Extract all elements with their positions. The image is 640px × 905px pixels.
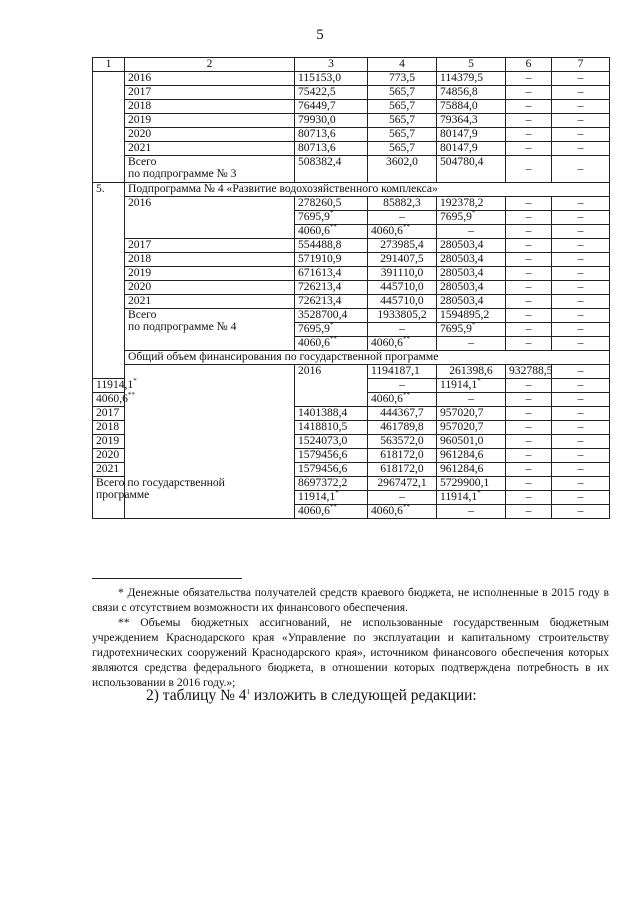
row-label: 2020 [125,128,295,142]
table-row [93,365,610,379]
value-cell [295,505,368,519]
table-row [93,86,610,100]
value-text: 4060,6 [371,336,403,349]
header-cell: 7 [552,58,610,72]
value-cell: 1579456,6 [295,449,368,463]
value-cell: – [506,225,552,239]
value-cell: 957020,7 [437,407,506,421]
value-cell: 280503,4 [437,281,506,295]
row-label [125,309,295,351]
value-cell: – [437,505,506,519]
row-number-cell [93,72,125,183]
value-cell: 960501,0 [437,435,506,449]
value-cell: 75884,0 [437,100,506,114]
footnote-mark: ** [402,391,410,400]
value-cell: 565,7 [368,114,437,128]
value-cell [368,393,437,407]
value-cell: 1933805,2 [368,309,437,323]
value-cell: 961284,6 [437,463,506,477]
value-text: 4060,6 [371,504,403,517]
value-cell: 115153,0 [295,72,368,86]
section-title-row [93,351,610,365]
value-text: 4060,6 [371,224,403,237]
value-cell: 2967472,1 [368,477,437,491]
value-cell [295,225,368,239]
value-cell: – [552,491,610,505]
value-cell: – [552,197,610,211]
value-cell: – [552,323,610,337]
value-cell: 726213,4 [295,295,368,309]
value-cell: 261398,6 [437,365,506,379]
footnote-mark: ** [127,391,135,400]
value-cell: 773,5 [368,72,437,86]
value-cell: 76449,7 [295,100,368,114]
value-cell: 114379,5 [437,72,506,86]
value-cell: 79364,3 [437,114,506,128]
total-label: по подпрограмме № 3 [128,167,237,180]
row-label: 2019 [93,435,125,449]
value-cell: – [552,114,610,128]
value-cell: 932788,5 [506,365,552,379]
value-cell: 280503,4 [437,267,506,281]
footnote-mark: * [133,377,137,386]
value-cell: 504780,4 [437,156,506,183]
value-cell [437,491,506,505]
value-cell: – [506,197,552,211]
value-cell: 278260,5 [295,197,368,211]
value-cell: 80713,6 [295,142,368,156]
value-cell: 280503,4 [437,239,506,253]
footnote-mark: ** [329,503,337,512]
value-cell: – [552,281,610,295]
value-cell: 280503,4 [437,295,506,309]
value-cell: – [506,309,552,323]
table-row [93,72,610,86]
table-row [93,295,610,309]
value-cell: – [506,407,552,421]
value-cell: 565,7 [368,100,437,114]
value-cell: – [506,477,552,491]
total-label: Всего [128,308,157,321]
value-cell: 671613,4 [295,267,368,281]
row-label: 2018 [125,253,295,267]
footnote-mark: * [329,209,334,218]
section-title-row [93,183,610,197]
value-cell: – [506,379,552,393]
value-cell: 1418810,5 [295,421,368,435]
row-label: 2017 [125,239,295,253]
value-cell: – [552,142,610,156]
value-cell: 565,7 [368,128,437,142]
section-title: Подпрограмма № 4 «Развитие водохозяйственного комплекса» [125,183,610,197]
footnote-mark: * [329,321,334,330]
value-cell: 280503,4 [437,253,506,267]
value-cell: – [506,114,552,128]
value-cell: 80147,9 [437,128,506,142]
value-cell: 79930,0 [295,114,368,128]
value-cell: – [552,463,610,477]
value-cell: – [368,211,437,225]
table-row [93,267,610,281]
table-row [93,114,610,128]
value-text: 11914,1 [298,490,336,503]
table-row [93,253,610,267]
value-cell: – [506,491,552,505]
value-cell [368,337,437,351]
value-text: 4060,6 [298,224,330,237]
value-cell: – [506,323,552,337]
value-cell: 75422,5 [295,86,368,100]
value-cell: – [552,225,610,239]
footnote-mark: ** [402,223,410,232]
footnotes [92,585,609,690]
table-row [93,142,610,156]
row-label: 2017 [93,407,125,421]
table-row [93,239,610,253]
value-text: 7695,9 [298,322,330,335]
header-cell: 2 [125,58,295,72]
value-cell: – [506,393,552,407]
header-cell: 3 [295,58,368,72]
row-label [125,156,295,183]
value-cell: 291407,5 [368,253,437,267]
value-cell [93,377,137,393]
footnote-mark: ** [402,503,410,512]
value-cell: 192378,2 [437,197,506,211]
value-cell: – [552,477,610,491]
value-cell: – [552,393,610,407]
value-cell: – [506,128,552,142]
value-cell: – [506,421,552,435]
value-cell: – [552,505,610,519]
value-cell: 74856,8 [437,86,506,100]
value-cell: – [506,142,552,156]
row-label: 2016 [125,197,295,239]
footnote-mark: * [471,321,476,330]
row-label: 2021 [125,142,295,156]
value-cell: – [552,211,610,225]
value-cell: 80147,9 [437,142,506,156]
value-cell: – [506,449,552,463]
footnote-mark: * [335,489,339,498]
value-cell: – [552,295,610,309]
value-cell: 571910,9 [295,253,368,267]
footnote-mark: * [471,209,476,218]
footnote-divider [92,578,242,579]
value-cell: – [506,267,552,281]
superscript: 1 [246,687,250,696]
value-cell: – [506,281,552,295]
value-cell: – [552,128,610,142]
row-label: 2018 [125,100,295,114]
value-cell: – [506,253,552,267]
value-cell: 726213,4 [295,281,368,295]
footnote-mark: ** [329,335,337,344]
value-cell: – [437,393,506,407]
value-cell: 461789,8 [368,421,437,435]
row-label: 2018 [93,421,125,435]
value-cell: 85882,3 [368,197,437,211]
instruction-part: 2) таблицу № 4 [146,687,247,704]
table-row-total [93,309,610,323]
table-row-total [93,477,610,491]
table-row [93,100,610,114]
value-cell [93,391,135,407]
footnote-mark: * [477,377,481,386]
value-cell: 445710,0 [368,295,437,309]
value-cell: 1194187,1 [368,365,437,379]
value-cell: 1594895,2 [437,309,506,323]
value-cell: 80713,6 [295,128,368,142]
value-cell: – [506,435,552,449]
value-cell: 618172,0 [368,463,437,477]
value-cell: – [368,491,437,505]
value-cell: – [506,156,552,183]
value-cell: 554488,8 [295,239,368,253]
value-cell: – [506,211,552,225]
value-cell: – [552,100,610,114]
value-text: 4060,6 [298,336,330,349]
value-cell: 273985,4 [368,239,437,253]
row-label: 2021 [93,463,125,477]
value-cell: – [437,225,506,239]
value-cell: – [506,239,552,253]
value-cell: – [552,72,610,86]
value-cell: – [552,449,610,463]
value-cell: 565,7 [368,142,437,156]
value-cell: 5729900,1 [437,477,506,491]
value-text: 7695,9 [440,322,472,335]
row-label: 2017 [125,86,295,100]
value-cell: 445710,0 [368,281,437,295]
table-row [93,281,610,295]
footnote-2: ** Объемы бюджетных ассигнований, не использованные государственным бюджетным учреждением Краснодарского края «Управление по эксплуатации и капитальному строительству гидротехнических сооружений Краснодарского края», источником финансового обеспечения которых являются средства федерального бюджета, в отношении которых подтверждена потребность в их использовании в 2016 году.»; [92,616,609,689]
value-cell: – [506,463,552,477]
value-cell [437,379,506,393]
value-cell: – [552,421,610,435]
value-cell: 957020,7 [437,421,506,435]
value-cell: 8697372,2 [295,477,368,491]
section-title: Общий объем финансирования по государственной программе [125,351,610,365]
table-row [93,197,610,211]
value-cell: 3602,0 [368,156,437,183]
row-label: 2016 [295,365,368,407]
value-cell: 565,7 [368,86,437,100]
instruction-text [146,687,477,705]
footnote-1: * Денежные обязательства получателей средств краевого бюджета, не исполненные в 2015 году в связи с отсутствием возможности их финансового обеспечения. [92,586,609,614]
value-cell: – [506,295,552,309]
value-cell: – [368,379,437,393]
value-cell: 563572,0 [368,435,437,449]
row-label: 2021 [125,295,295,309]
value-cell: – [552,239,610,253]
header-cell: 4 [368,58,437,72]
value-cell: – [552,379,610,393]
section-number: 5. [93,183,125,197]
row-label: 2020 [93,449,125,463]
value-cell [368,505,437,519]
value-cell: 3528700,4 [295,309,368,323]
value-cell [295,337,368,351]
value-text: 7695,9 [298,210,330,223]
value-cell: – [506,505,552,519]
value-text: 11914,1 [440,490,478,503]
footnote-mark: ** [402,335,410,344]
instruction-part: изложить в следующей редакции: [250,687,477,704]
value-cell: – [552,267,610,281]
value-cell: 961284,6 [437,449,506,463]
row-label: 2020 [125,281,295,295]
value-cell: – [552,435,610,449]
value-cell: 391110,0 [368,267,437,281]
value-cell: – [506,337,552,351]
value-cell: 444367,7 [368,407,437,421]
total-label: по подпрограмме № 4 [128,320,237,333]
value-cell [368,225,437,239]
value-text: 11914,1 [96,378,134,391]
value-text: 11914,1 [440,378,478,391]
value-cell: 618172,0 [368,449,437,463]
row-number-cell [125,365,295,519]
value-cell: – [552,309,610,323]
value-text: 4060,6 [371,392,403,405]
table-header-row [93,58,610,72]
value-cell: – [552,156,610,183]
total-label: Всего по государственной [96,476,225,489]
value-cell: – [368,323,437,337]
row-label [93,476,225,519]
table-row-total [93,156,610,183]
value-cell: – [506,86,552,100]
row-label: 2016 [125,72,295,86]
value-cell: 1524073,0 [295,435,368,449]
value-cell: – [552,253,610,267]
value-cell: – [552,407,610,421]
header-cell: 6 [506,58,552,72]
footnote-mark: * [477,489,481,498]
value-cell [437,211,506,225]
value-text: 7695,9 [440,210,472,223]
value-cell: 1401388,4 [295,407,368,421]
header-cell: 1 [93,58,125,72]
header-cell: 5 [437,58,506,72]
value-cell: – [552,365,610,379]
financing-table [92,57,610,519]
value-cell: – [506,100,552,114]
value-cell: – [437,337,506,351]
value-cell: – [506,72,552,86]
row-number-cell [93,197,125,379]
value-cell: 508382,4 [295,156,368,183]
value-text: 4060,6 [96,392,128,405]
value-cell [437,323,506,337]
table-row [93,128,610,142]
page-number: 5 [316,27,324,43]
total-label: программе [96,488,150,501]
value-cell: – [552,86,610,100]
row-label: 2019 [125,267,295,281]
row-label: 2019 [125,114,295,128]
value-cell: 1579456,6 [295,463,368,477]
value-text: 4060,6 [298,504,330,517]
total-label: Всего [128,155,157,168]
value-cell: – [552,337,610,351]
footnote-mark: ** [329,223,337,232]
